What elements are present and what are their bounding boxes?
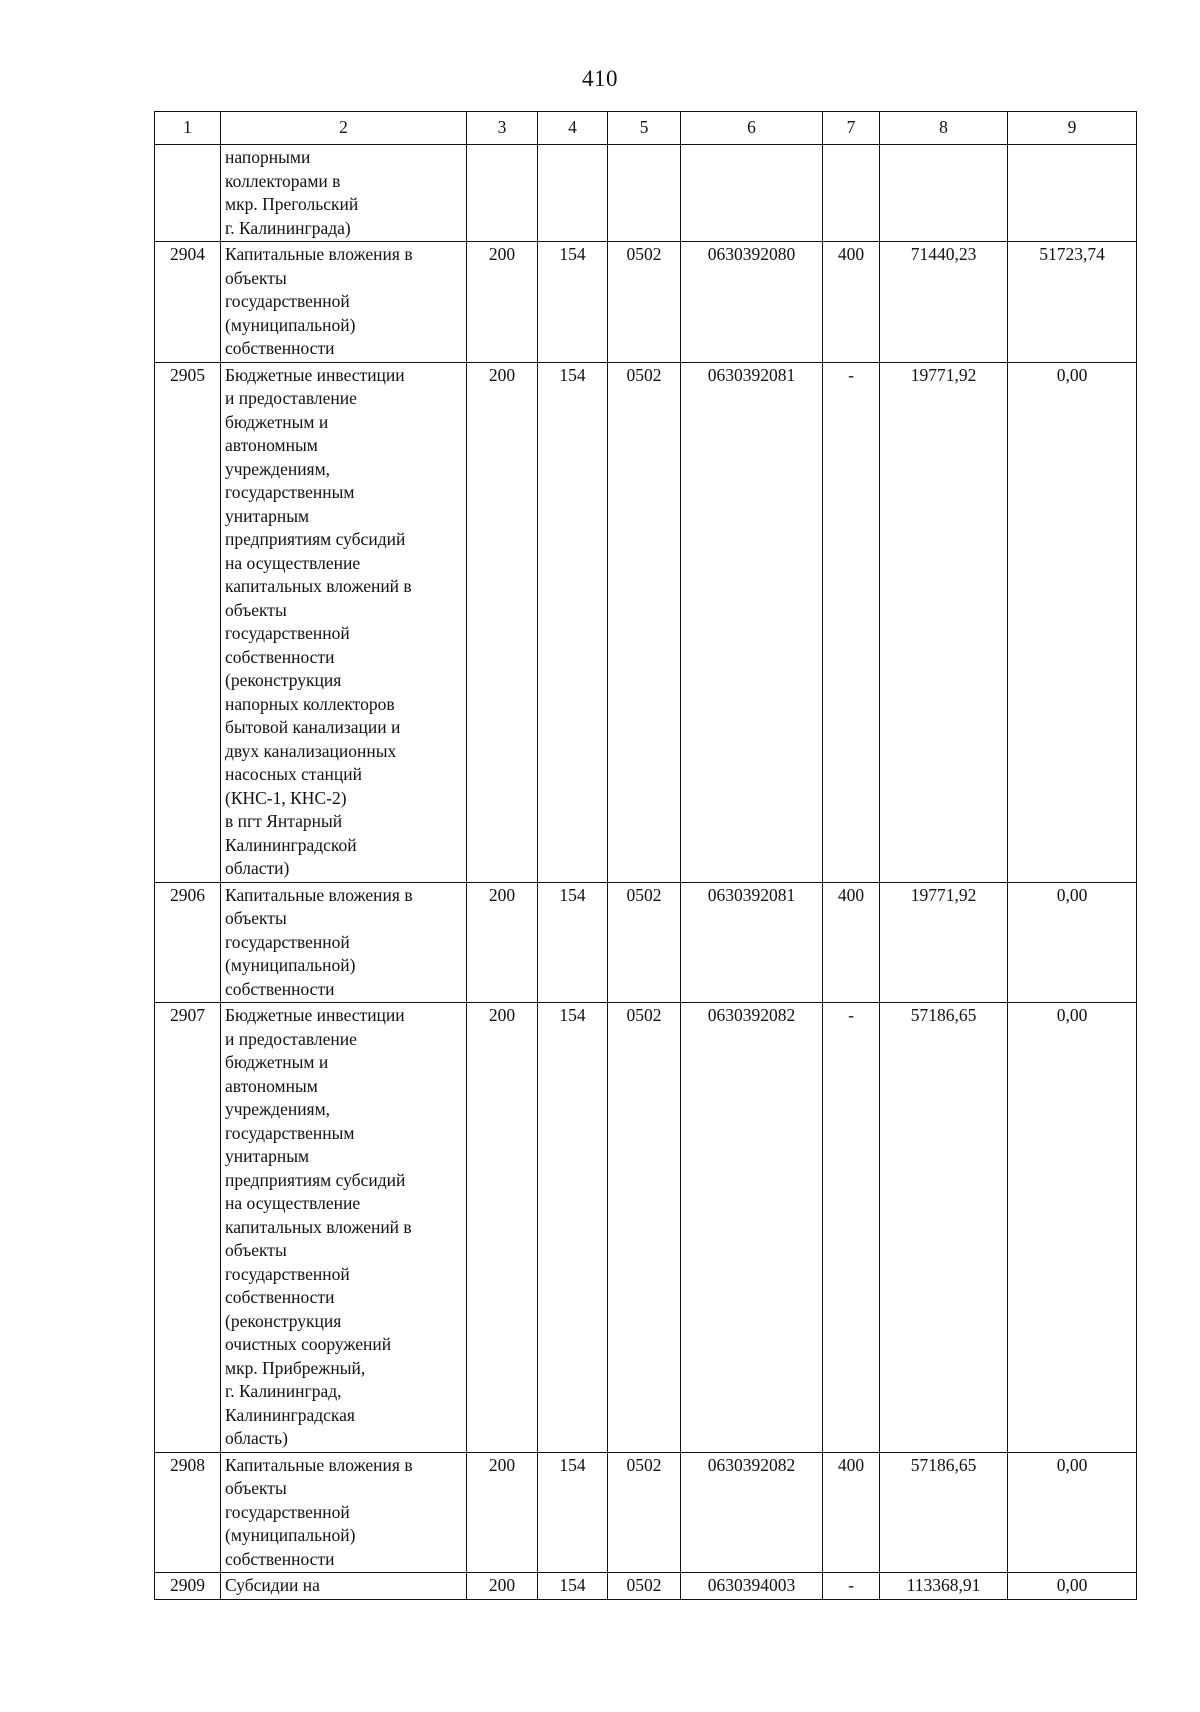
header-col-7: 7 xyxy=(823,112,880,145)
table-row xyxy=(155,362,1137,882)
row-col-9 xyxy=(1008,145,1137,242)
row-name-line: (реконструкция xyxy=(225,1310,342,1331)
table-row xyxy=(155,882,1137,1003)
header-col-1: 1 xyxy=(155,112,221,145)
row-name-line: Калининградской xyxy=(225,834,357,855)
row-col-5: 0502 xyxy=(608,242,681,363)
row-name xyxy=(221,145,467,242)
row-name xyxy=(221,882,467,1003)
row-name xyxy=(221,1452,467,1573)
row-name-line: государственной xyxy=(225,291,350,311)
row-name-line: собственности xyxy=(225,1287,335,1307)
row-name-line: (муниципальной) xyxy=(225,1525,356,1545)
budget-table xyxy=(154,111,1137,1600)
row-col-5: 0502 xyxy=(608,882,681,1003)
row-col-9: 0,00 xyxy=(1008,362,1137,882)
row-name-line: (муниципальной) xyxy=(225,314,356,335)
row-name-line: г. Калининград, xyxy=(225,1381,342,1401)
row-col-4: 154 xyxy=(538,1573,608,1600)
row-name-line: мкр. Прегольский xyxy=(225,194,359,214)
row-col-5: 0502 xyxy=(608,1003,681,1453)
row-col-5: 0502 xyxy=(608,362,681,882)
row-name-line: напорных коллекторов xyxy=(225,693,395,714)
row-col-4: 154 xyxy=(538,242,608,363)
row-col-4 xyxy=(538,145,608,242)
row-name-line: капитальных вложений в xyxy=(225,1216,412,1237)
row-col-3: 200 xyxy=(467,1003,538,1453)
row-col-6: 0630394003 xyxy=(681,1573,823,1600)
row-name-line: автономным xyxy=(225,435,318,455)
row-name-line: в пгт Янтарный xyxy=(225,811,343,831)
row-col-9: 51723,74 xyxy=(1008,242,1137,363)
row-name-line: объекты xyxy=(225,1478,287,1498)
row-col-8: 19771,92 xyxy=(880,882,1008,1003)
row-number: 2908 xyxy=(155,1452,221,1573)
row-col-8: 57186,65 xyxy=(880,1003,1008,1453)
row-name-line: (муниципальной) xyxy=(225,955,356,975)
header-col-8: 8 xyxy=(880,112,1008,145)
row-name-line: государственной xyxy=(225,623,350,643)
row-col-8: 19771,92 xyxy=(880,362,1008,882)
row-name-line: (КНС-1, КНС-2) xyxy=(225,787,347,808)
row-name-line: Бюджетные инвестиции xyxy=(225,1005,405,1025)
row-col-4: 154 xyxy=(538,882,608,1003)
row-name-line: коллекторами в xyxy=(225,170,341,191)
row-col-6: 0630392080 xyxy=(681,242,823,363)
row-name-line: учреждениям, xyxy=(225,1099,331,1119)
row-name-line: Субсидии на xyxy=(225,1575,320,1595)
row-col-7: 400 xyxy=(823,1452,880,1573)
row-name-line: собственности xyxy=(225,338,335,358)
row-name-line: области) xyxy=(225,858,290,878)
row-col-8: 113368,91 xyxy=(880,1573,1008,1600)
row-name-line: Калининградская xyxy=(225,1404,355,1425)
row-name-line: государственным xyxy=(225,482,355,502)
row-name-line: мкр. Прибрежный, xyxy=(225,1357,366,1378)
header-col-4: 4 xyxy=(538,112,608,145)
row-col-5: 0502 xyxy=(608,1452,681,1573)
row-name-line: предприятиям субсидий xyxy=(225,1169,406,1190)
row-name-line: очистных сооружений xyxy=(225,1334,392,1354)
row-col-9: 0,00 xyxy=(1008,1452,1137,1573)
row-col-3: 200 xyxy=(467,242,538,363)
row-name-line: собственности xyxy=(225,1548,335,1569)
row-col-7: 400 xyxy=(823,242,880,363)
row-col-5 xyxy=(608,145,681,242)
row-col-8 xyxy=(880,145,1008,242)
row-name-line: Капитальные вложения в xyxy=(225,1454,413,1475)
row-name-line: (реконструкция xyxy=(225,670,342,690)
row-name-line: и предоставление xyxy=(225,388,357,408)
header-col-6: 6 xyxy=(681,112,823,145)
row-col-4: 154 xyxy=(538,1452,608,1573)
row-name-line: напорными xyxy=(225,147,311,167)
row-number: 2907 xyxy=(155,1003,221,1453)
row-name-line: на осуществление xyxy=(225,552,361,573)
row-name-line: унитарным xyxy=(225,1146,310,1166)
row-name-line: предприятиям субсидий xyxy=(225,529,406,549)
row-name-line: бюджетным и xyxy=(225,1052,329,1072)
row-col-4: 154 xyxy=(538,362,608,882)
row-number: 2905 xyxy=(155,362,221,882)
row-col-4: 154 xyxy=(538,1003,608,1453)
row-name-line: Капитальные вложения в xyxy=(225,884,413,905)
row-name-line: государственной xyxy=(225,931,350,952)
row-col-6 xyxy=(681,145,823,242)
table-row xyxy=(155,242,1137,363)
row-col-3: 200 xyxy=(467,1573,538,1600)
row-name-line: бытовой канализации и xyxy=(225,717,401,737)
row-col-6: 0630392082 xyxy=(681,1452,823,1573)
row-col-9: 0,00 xyxy=(1008,882,1137,1003)
row-col-7: - xyxy=(823,1003,880,1453)
row-col-7: 400 xyxy=(823,882,880,1003)
row-name-line: Капитальные вложения в xyxy=(225,244,413,264)
table-row xyxy=(155,1452,1137,1573)
row-col-9: 0,00 xyxy=(1008,1003,1137,1453)
row-col-8: 57186,65 xyxy=(880,1452,1008,1573)
table-row xyxy=(155,145,1137,242)
table-row xyxy=(155,1573,1137,1600)
row-name-line: г. Калининграда) xyxy=(225,217,351,238)
header-col-9: 9 xyxy=(1008,112,1137,145)
row-name-line: объекты xyxy=(225,908,287,928)
row-col-5: 0502 xyxy=(608,1573,681,1600)
row-name-line: область) xyxy=(225,1428,288,1448)
row-name-line: на осуществление xyxy=(225,1193,361,1213)
row-name-line: бюджетным и xyxy=(225,411,329,432)
table-body xyxy=(155,145,1137,1600)
row-col-3: 200 xyxy=(467,882,538,1003)
row-name-line: собственности xyxy=(225,646,335,667)
table-row xyxy=(155,1003,1137,1453)
row-name-line: государственным xyxy=(225,1122,355,1143)
row-name-line: объекты xyxy=(225,1240,287,1260)
row-col-6: 0630392082 xyxy=(681,1003,823,1453)
row-name-line: двух канализационных xyxy=(225,740,397,761)
row-name xyxy=(221,1003,467,1453)
row-number: 2904 xyxy=(155,242,221,363)
row-name-line: автономным xyxy=(225,1075,318,1096)
row-number xyxy=(155,145,221,242)
header-col-3: 3 xyxy=(467,112,538,145)
header-col-5: 5 xyxy=(608,112,681,145)
row-name-line: унитарным xyxy=(225,505,310,526)
row-col-7: - xyxy=(823,362,880,882)
row-number: 2909 xyxy=(155,1573,221,1600)
row-col-9: 0,00 xyxy=(1008,1573,1137,1600)
row-name-line: объекты xyxy=(225,599,287,620)
header-row xyxy=(155,112,1137,145)
row-name-line: государственной xyxy=(225,1263,350,1284)
row-name xyxy=(221,242,467,363)
row-name-line: учреждениям, xyxy=(225,458,331,479)
row-name-line: Бюджетные инвестиции xyxy=(225,364,405,385)
row-name-line: государственной xyxy=(225,1501,350,1522)
row-col-3: 200 xyxy=(467,1452,538,1573)
row-name-line: собственности xyxy=(225,978,335,999)
row-name xyxy=(221,1573,467,1600)
row-name xyxy=(221,362,467,882)
page-number: 410 xyxy=(582,66,618,91)
row-col-6: 0630392081 xyxy=(681,882,823,1003)
row-name-line: объекты xyxy=(225,267,287,288)
row-col-7 xyxy=(823,145,880,242)
row-name-line: капитальных вложений в xyxy=(225,576,412,596)
table-header xyxy=(155,112,1137,145)
row-col-3: 200 xyxy=(467,362,538,882)
row-col-8: 71440,23 xyxy=(880,242,1008,363)
row-col-7: - xyxy=(823,1573,880,1600)
header-col-2: 2 xyxy=(221,112,467,145)
row-number: 2906 xyxy=(155,882,221,1003)
row-col-3 xyxy=(467,145,538,242)
row-col-6: 0630392081 xyxy=(681,362,823,882)
row-name-line: насосных станций xyxy=(225,764,362,784)
row-name-line: и предоставление xyxy=(225,1028,357,1049)
